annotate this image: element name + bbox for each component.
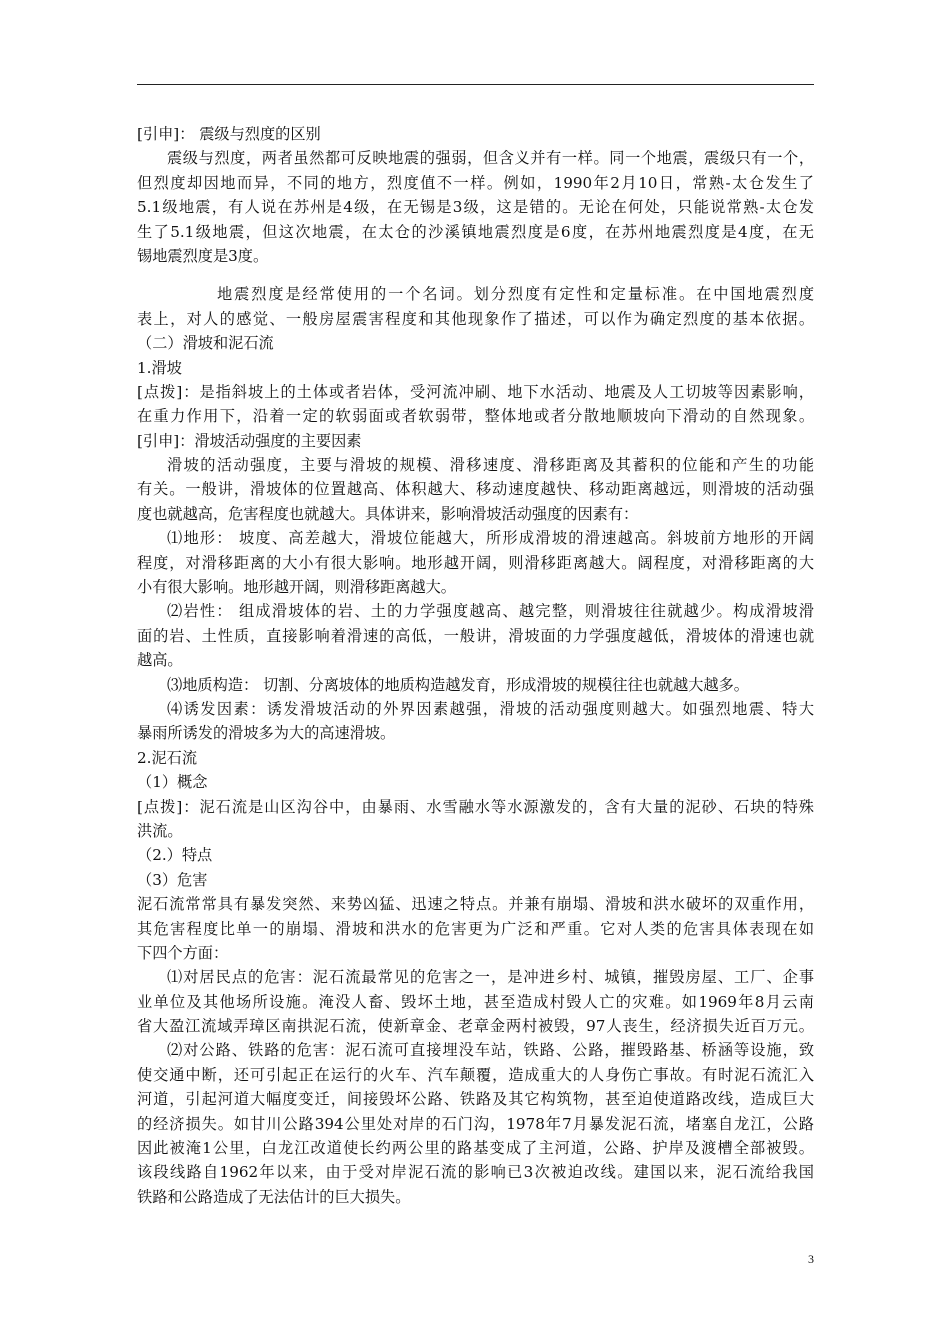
- paragraph-line: 河道，引起河道大幅度变迁，间接毁坏公路、铁路及其它构筑物，甚至迫使道路改线，造成巨大: [137, 1090, 814, 1109]
- paragraph-line: 滑坡的活动强度，主要与滑坡的规模、滑移速度、滑移距离及其蓄积的位能和产生的功能: [167, 456, 814, 475]
- paragraph-line: 生了5.1级地震，但这次地震，在太仓的沙溪镇地震烈度是6度，在苏州地震烈度是4度，在无: [137, 222, 814, 241]
- paragraph-line: 在重力作用下，沿着一定的软弱面或者软弱带，整体地或者分散地顺坡向下滑动的自然现象。: [137, 407, 814, 426]
- paragraph-line: 锡地震烈度是3度。: [137, 246, 269, 265]
- paragraph-line: 因此被淹1公里，白龙江改道使长约两公里的路基变成了主河道，公路、护岸及渡槽全部被毁。: [137, 1139, 814, 1158]
- paragraph-line: 越高。: [137, 651, 183, 670]
- page-body: [137, 122, 814, 1209]
- paragraph-line: 面的岩、土性质，直接影响着滑速的高低，一般讲，滑坡面的力学强度越低，滑坡体的滑速也就: [137, 626, 814, 645]
- paragraph-line: 小有很大影响。地形越开阔，则滑移距离越大。: [137, 578, 456, 597]
- subheading-yinshen-1: [引申]： 震级与烈度的区别: [137, 125, 321, 143]
- paragraph-line: 但烈度却因地而异，不同的地方，烈度值不一样。例如，1990年2月10日，常熟-太仓发生了: [137, 173, 814, 192]
- paragraph-line: 表上，对人的感觉、一般房屋震害程度和其他现象作了描述，可以作为确定烈度的基本依据。: [137, 309, 814, 328]
- paragraph-line: ⑵岩性： 组成滑坡体的岩、土的力学强度越高、越完整，则滑坡往往就越少。构成滑坡滑: [167, 602, 814, 621]
- paragraph-line: 程度，对滑移距离的大小有很大影响。地形越开阔，则滑移距离越大。阔程度，对滑移距离的大: [137, 553, 814, 572]
- paragraph-line: 使交通中断，还可引起正在运行的火车、汽车颠覆，造成重大的人身伤亡事故。有时泥石流汇入: [137, 1065, 814, 1084]
- paragraph-line: 泥石流常常具有暴发突然、来势凶猛、迅速之特点。并兼有崩塌、滑坡和洪水破坏的双重作用，: [137, 895, 814, 914]
- item-heading: （2.）特点: [137, 846, 213, 865]
- paragraph-line: [点拨]：是指斜坡上的土体或者岩体，受河流冲刷、地下水活动、地震及人工切坡等因素影响，: [137, 382, 814, 401]
- section-heading: （二）滑坡和泥石流: [137, 334, 274, 353]
- paragraph-line: 洪流。: [137, 821, 183, 840]
- paragraph-line: ⑶地质构造： 切割、分离坡体的地质构造越发育，形成滑坡的规模往往也就越大越多。: [167, 675, 749, 694]
- subsection-heading: 2.泥石流: [137, 748, 198, 767]
- paragraph-line: 下四个方面：: [137, 943, 229, 962]
- paragraph-line: 震级与烈度，两者虽然都可反映地震的强弱，但含义并有一样。同一个地震，震级只有一个，: [167, 149, 814, 168]
- paragraph-line: 省大盈江流域弄璋区南拱泥石流，使新章金、老章金两村被毁，97人丧生，经济损失近百万元。: [137, 1017, 814, 1036]
- page-number: 3: [808, 1252, 814, 1266]
- paragraph-line: ⑵对公路、铁路的危害：泥石流可直接埋没车站，铁路、公路，摧毁路基、桥涵等设施，致: [167, 1041, 814, 1060]
- paragraph-line: ⑷诱发因素：诱发滑坡活动的外界因素越强，滑坡的活动强度则越大。如强烈地震、特大: [167, 699, 814, 718]
- paragraph-line: 业单位及其他场所设施。淹没人畜、毁坏土地，甚至造成村毁人亡的灾难。如1969年8月云南: [137, 992, 814, 1011]
- subheading-yinshen-2: [引申]：滑坡活动强度的主要因素: [137, 431, 362, 450]
- paragraph-line: 有关。一般讲，滑坡体的位置越高、体积越大、移动速度越快、移动距离越远，则滑坡的活动强: [137, 480, 814, 499]
- paragraph-line: 铁路和公路造成了无法估计的巨大损失。: [137, 1187, 411, 1206]
- paragraph-line: 度也就越高，危害程度也就越大。具体讲来，影响滑坡活动强度的因素有：: [137, 504, 639, 523]
- paragraph-line: [点拨]：泥石流是山区沟谷中，由暴雨、水雪融水等水源激发的，含有大量的泥砂、石块的特殊: [137, 797, 814, 816]
- item-heading: （3）危害: [137, 870, 208, 889]
- paragraph-line: 其危害程度比单一的崩塌、滑坡和洪水的危害更为广泛和严重。它对人类的危害具体表现在如: [137, 919, 814, 938]
- paragraph-line: 该段线路自1962年以来，由于受对岸泥石流的影响已3次被迫改线。建国以来，泥石流给我国: [137, 1163, 814, 1182]
- subsection-heading: 1.滑坡: [137, 358, 182, 377]
- paragraph-line: ⑴地形： 坡度、高差越大，滑坡位能越大，所形成滑坡的滑速越高。斜坡前方地形的开阔: [167, 529, 814, 548]
- paragraph-line: ⑴对居民点的危害：泥石流最常见的危害之一，是冲进乡村、城镇，摧毁房屋、工厂、企事: [167, 968, 814, 987]
- paragraph-line: 地震烈度是经常使用的一个名词。划分烈度有定性和定量标准。在中国地震烈度: [217, 285, 814, 304]
- paragraph-line: 5.1级地震，有人说在苏州是4级，在无锡是3级，这是错的。无论在何处，只能说常熟-太仓发: [137, 198, 814, 217]
- item-heading: （1）概念: [137, 773, 208, 792]
- header-rule: [137, 84, 814, 85]
- paragraph-line: 暴雨所诱发的滑坡多为大的高速滑坡。: [137, 724, 396, 743]
- paragraph-line: 的经济损失。如甘川公路394公里处对岸的石门沟，1978年7月暴发泥石流，堵塞自龙江，公路: [137, 1114, 814, 1133]
